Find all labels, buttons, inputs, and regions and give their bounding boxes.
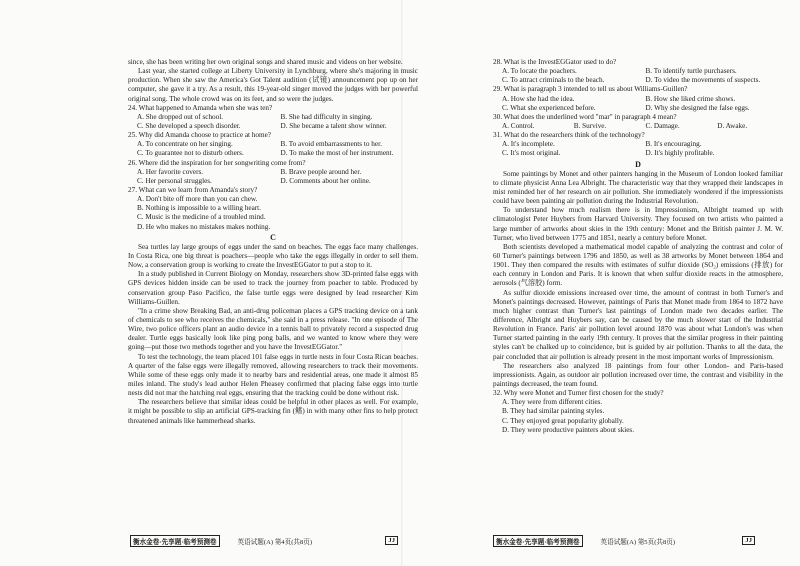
answer-options (128, 195, 418, 232)
answer-options (493, 95, 783, 113)
footer-brand: 衡水金卷·先享题·临考预测卷 (130, 535, 220, 547)
answer-option: D. He who makes no mistakes makes nothing. (137, 222, 271, 231)
answer-option: C. To guarantee not to disturb others. (137, 149, 244, 158)
answer-option: B. Brave people around her. (280, 167, 362, 176)
answer-option: C. Music is the medicine of a troubled mind. (137, 213, 266, 222)
answer-option: D. To make the most of her instrument. (280, 149, 394, 158)
answer-option: D. Comments about her online. (280, 176, 371, 185)
footer-brand: 衡水金卷·先享题·临考预测卷 (493, 535, 583, 547)
answer-option: D. It's highly profitable. (645, 149, 715, 158)
question-block-b (128, 104, 418, 232)
answer-options (493, 67, 783, 85)
passage-d (493, 170, 783, 389)
answer-option: C. They enjoyed great popularity globally. (502, 416, 624, 425)
answer-options (493, 398, 783, 435)
passage-paragraph: The researchers believe that similar ideas could be helpful in other places as well. For example, it might be possible to slip an artificial GPS-tracking fin (鳍) in with many other fins to help protect threatened animals like hammerhead sharks. (128, 398, 418, 425)
footer-code: JJ (742, 536, 755, 545)
answer-options (493, 140, 783, 158)
question-stem: 24. What happened to Amanda when she was ten? (128, 103, 273, 112)
answer-options (128, 113, 418, 131)
answer-option: C. Damage. (645, 121, 680, 130)
answer-option: B. To avoid embarrassments to her. (280, 140, 382, 149)
answer-options (493, 122, 783, 131)
answer-option: C. To attract criminals to the beach. (502, 76, 605, 85)
answer-option: B. They had similar painting styles. (502, 407, 605, 416)
answer-option: B. It's encouraging. (645, 140, 702, 149)
question-stem: 28. What is the InvestEGGator used to do? (493, 58, 617, 66)
footer-page-info: 英语试题(A) 第4页(共8页) (237, 538, 313, 546)
question-stem: 25. Why did Amanda choose to practice at home? (128, 131, 271, 140)
answer-option: A. Her favorite covers. (137, 167, 204, 176)
passage-paragraph: The researchers also analyzed 18 paintings from four other London- and Paris-based impressionists. Again, as outdoor air pollution increased over time, the contrast and visibility in the paintings decreased, the team found. (493, 361, 783, 388)
answer-option: B. How she liked crime shows. (645, 94, 736, 103)
answer-option: C. She developed a speech disorder. (137, 121, 241, 130)
answer-option: B. Nothing is impossible to a willing heart. (137, 204, 261, 213)
answer-option: C. Her personal struggles. (137, 176, 212, 185)
footer-right (493, 535, 755, 546)
answer-option: A. Control. (502, 121, 535, 130)
intro-paragraph-1: since, she has been writing her own original songs and shared music and videos on her website. (128, 58, 403, 66)
left-page (128, 58, 418, 426)
passage-paragraph: "In a crime show Breaking Bad, an anti-drug policeman places a GPS tracking device on a tank of chemicals to see who receives the chemicals," she said in a press release. "In one episode of The Wire, two police officers plant an audio device in a tennis ball to privately record a suspected drug dealer. Turtle eggs basically look like ping pong balls, and we wanted to know where they were going—put those two methods together and you have the InvestEGGator." (128, 306, 418, 352)
answer-option: B. She had difficulty in singing. (280, 112, 373, 121)
answer-option: B. Survive. (573, 121, 607, 130)
answer-option: A. It's incomplete. (502, 140, 555, 149)
question-stem: 29. What is paragraph 3 intended to tell us about Williams-Guillen? (493, 85, 688, 94)
answer-option: D. She became a talent show winner. (280, 121, 387, 130)
section-d-heading: D (635, 159, 641, 169)
answer-option: A. She dropped out of school. (137, 112, 224, 121)
passage-paragraph: Sea turtles lay large groups of eggs under the sand on beaches. The eggs face many challenges. In Costa Rica, one big threat is poachers—people who take the eggs illegally in order to sell them. Now, a conservation group is working to create the InvestEGGator to put a stop to it. (128, 242, 418, 270)
right-page (493, 58, 783, 435)
answer-option: B. To identify turtle purchasers. (645, 67, 737, 76)
section-c-heading: C (270, 232, 276, 242)
passage-paragraph: In a study published in Current Biology on Monday, researchers show 3D-printed false eggs with GPS devices hidden inside can be used to track the journey from poacher to table. Produced by conservation group Paso Pacifico, the false turtle eggs were designed by lead researcher Kim Williams-Guillen. (128, 270, 418, 306)
passage-paragraph: As sulfur dioxide emissions increased over time, the amount of contrast in both Turner's and Monet's paintings decreased. However, paintings of Paris that Monet made from 1864 to 1872 have much higher contrast than Turner's last paintings of London made two decades earlier. The difference, Albright and Huybers say, can be caused by the much slower start of the Industrial Revolution in France. Paris' air pollution level around 1870 was about what London's was when Turner started painting in the early 19th century. It proves that the similar progress in their painting styles can't be chalked up to coincidence, but is guided by air pollution. Thanks to all the data, the pair concluded that air pollution is already present in the most important works of Impressionism. (493, 288, 783, 361)
passage-paragraph: Both scientists developed a mathematical model capable of analyzing the contrast and color of 60 Turner's paintings between 1796 and 1850, as well as 38 artworks by Monet between 1864 and 1901. They then compared the results with estimates of sulfur dioxide (SO₂) emissions (排放) for each century in London and Paris. It is known that when sulfur dioxide reacts in the atmosphere, aerosols (气溶胶) form. (493, 242, 783, 288)
question-block-d (493, 389, 783, 435)
answer-option: C. It's most original. (502, 149, 561, 158)
answer-option: A. They were from different cities. (502, 398, 603, 407)
passage-paragraph: To test the technology, the team placed 101 false eggs in turtle nests in four Costa Rican beaches. A quarter of the false eggs were illegally removed, allowing researchers to track their movements. While some of these eggs only made it to nearby bars and residential areas, one made it almost 85 miles inland. The study's lead author Helen Pheasey confirmed that placing false eggs into turtle nests did not mar the hatching real eggs, ensuring that the tracking could be done without risk. (128, 352, 418, 398)
answer-option: D. Why she designed the false eggs. (645, 103, 750, 112)
question-stem: 32. Why were Monet and Turner first chosen for the study? (493, 389, 664, 398)
footer-left (130, 535, 398, 546)
answer-option: D. To video the movements of suspects. (645, 76, 761, 85)
question-block-c (493, 58, 783, 159)
answer-options (128, 168, 418, 186)
answer-options (128, 140, 418, 158)
footer-code: JJ (385, 536, 398, 545)
question-stem: 31. What do the researchers think of the technology? (493, 131, 645, 140)
answer-option: D. They were productive painters about skies. (502, 425, 634, 434)
question-stem: 26. Where did the inspiration for her songwriting come from? (128, 158, 306, 167)
question-stem: 27. What can we learn from Amanda's story? (128, 185, 258, 194)
passage-paragraph: Some paintings by Monet and other painters hanging in the Museum of London looked familiar to climate physicist Anna Lea Albright. The characteristic way that they wrapped their landscapes in mist reminded her of her research on air pollution. She immediately wondered if the impressionists could have been painting air pollution during the Industrial Revolution. (493, 169, 783, 206)
passage-paragraph: To understand how much realism there is in Impressionism, Albright teamed up with climatologist Peter Huybers from Harvard University. They focused on two artists who painted a large number of artworks about skies in the 19th century: Monet and the British painter J. M. W. Turner, who lived between 1775 and 1851, nearly a century before Monet. (493, 206, 783, 242)
answer-option: A. To locate the poachers. (502, 67, 577, 76)
intro-paragraph-2: Last year, she started college at Liberty University in Lynchburg, where she's majoring in music production. When she saw the America's Got Talent audition (试镜) announcement pop up on her computer, she gave it a try. As a result, this 19-year-old singer moved the judges with her powerful original song. The whole crowd was on its feet, and so were the judges. (128, 67, 418, 103)
answer-option: A. To concentrate on her singing. (137, 140, 233, 149)
footer-page-info: 英语试题(A) 第5页(共8页) (600, 538, 676, 546)
answer-option: D. Awake. (717, 121, 748, 130)
passage-c (128, 243, 418, 426)
question-stem: 30. What does the underlined word "mar" in paragraph 4 mean? (493, 112, 677, 121)
answer-option: A. How she had the idea. (502, 94, 575, 103)
answer-option: A. Don't bite off more than you can chew. (137, 195, 258, 204)
answer-option: C. What she experienced before. (502, 103, 596, 112)
